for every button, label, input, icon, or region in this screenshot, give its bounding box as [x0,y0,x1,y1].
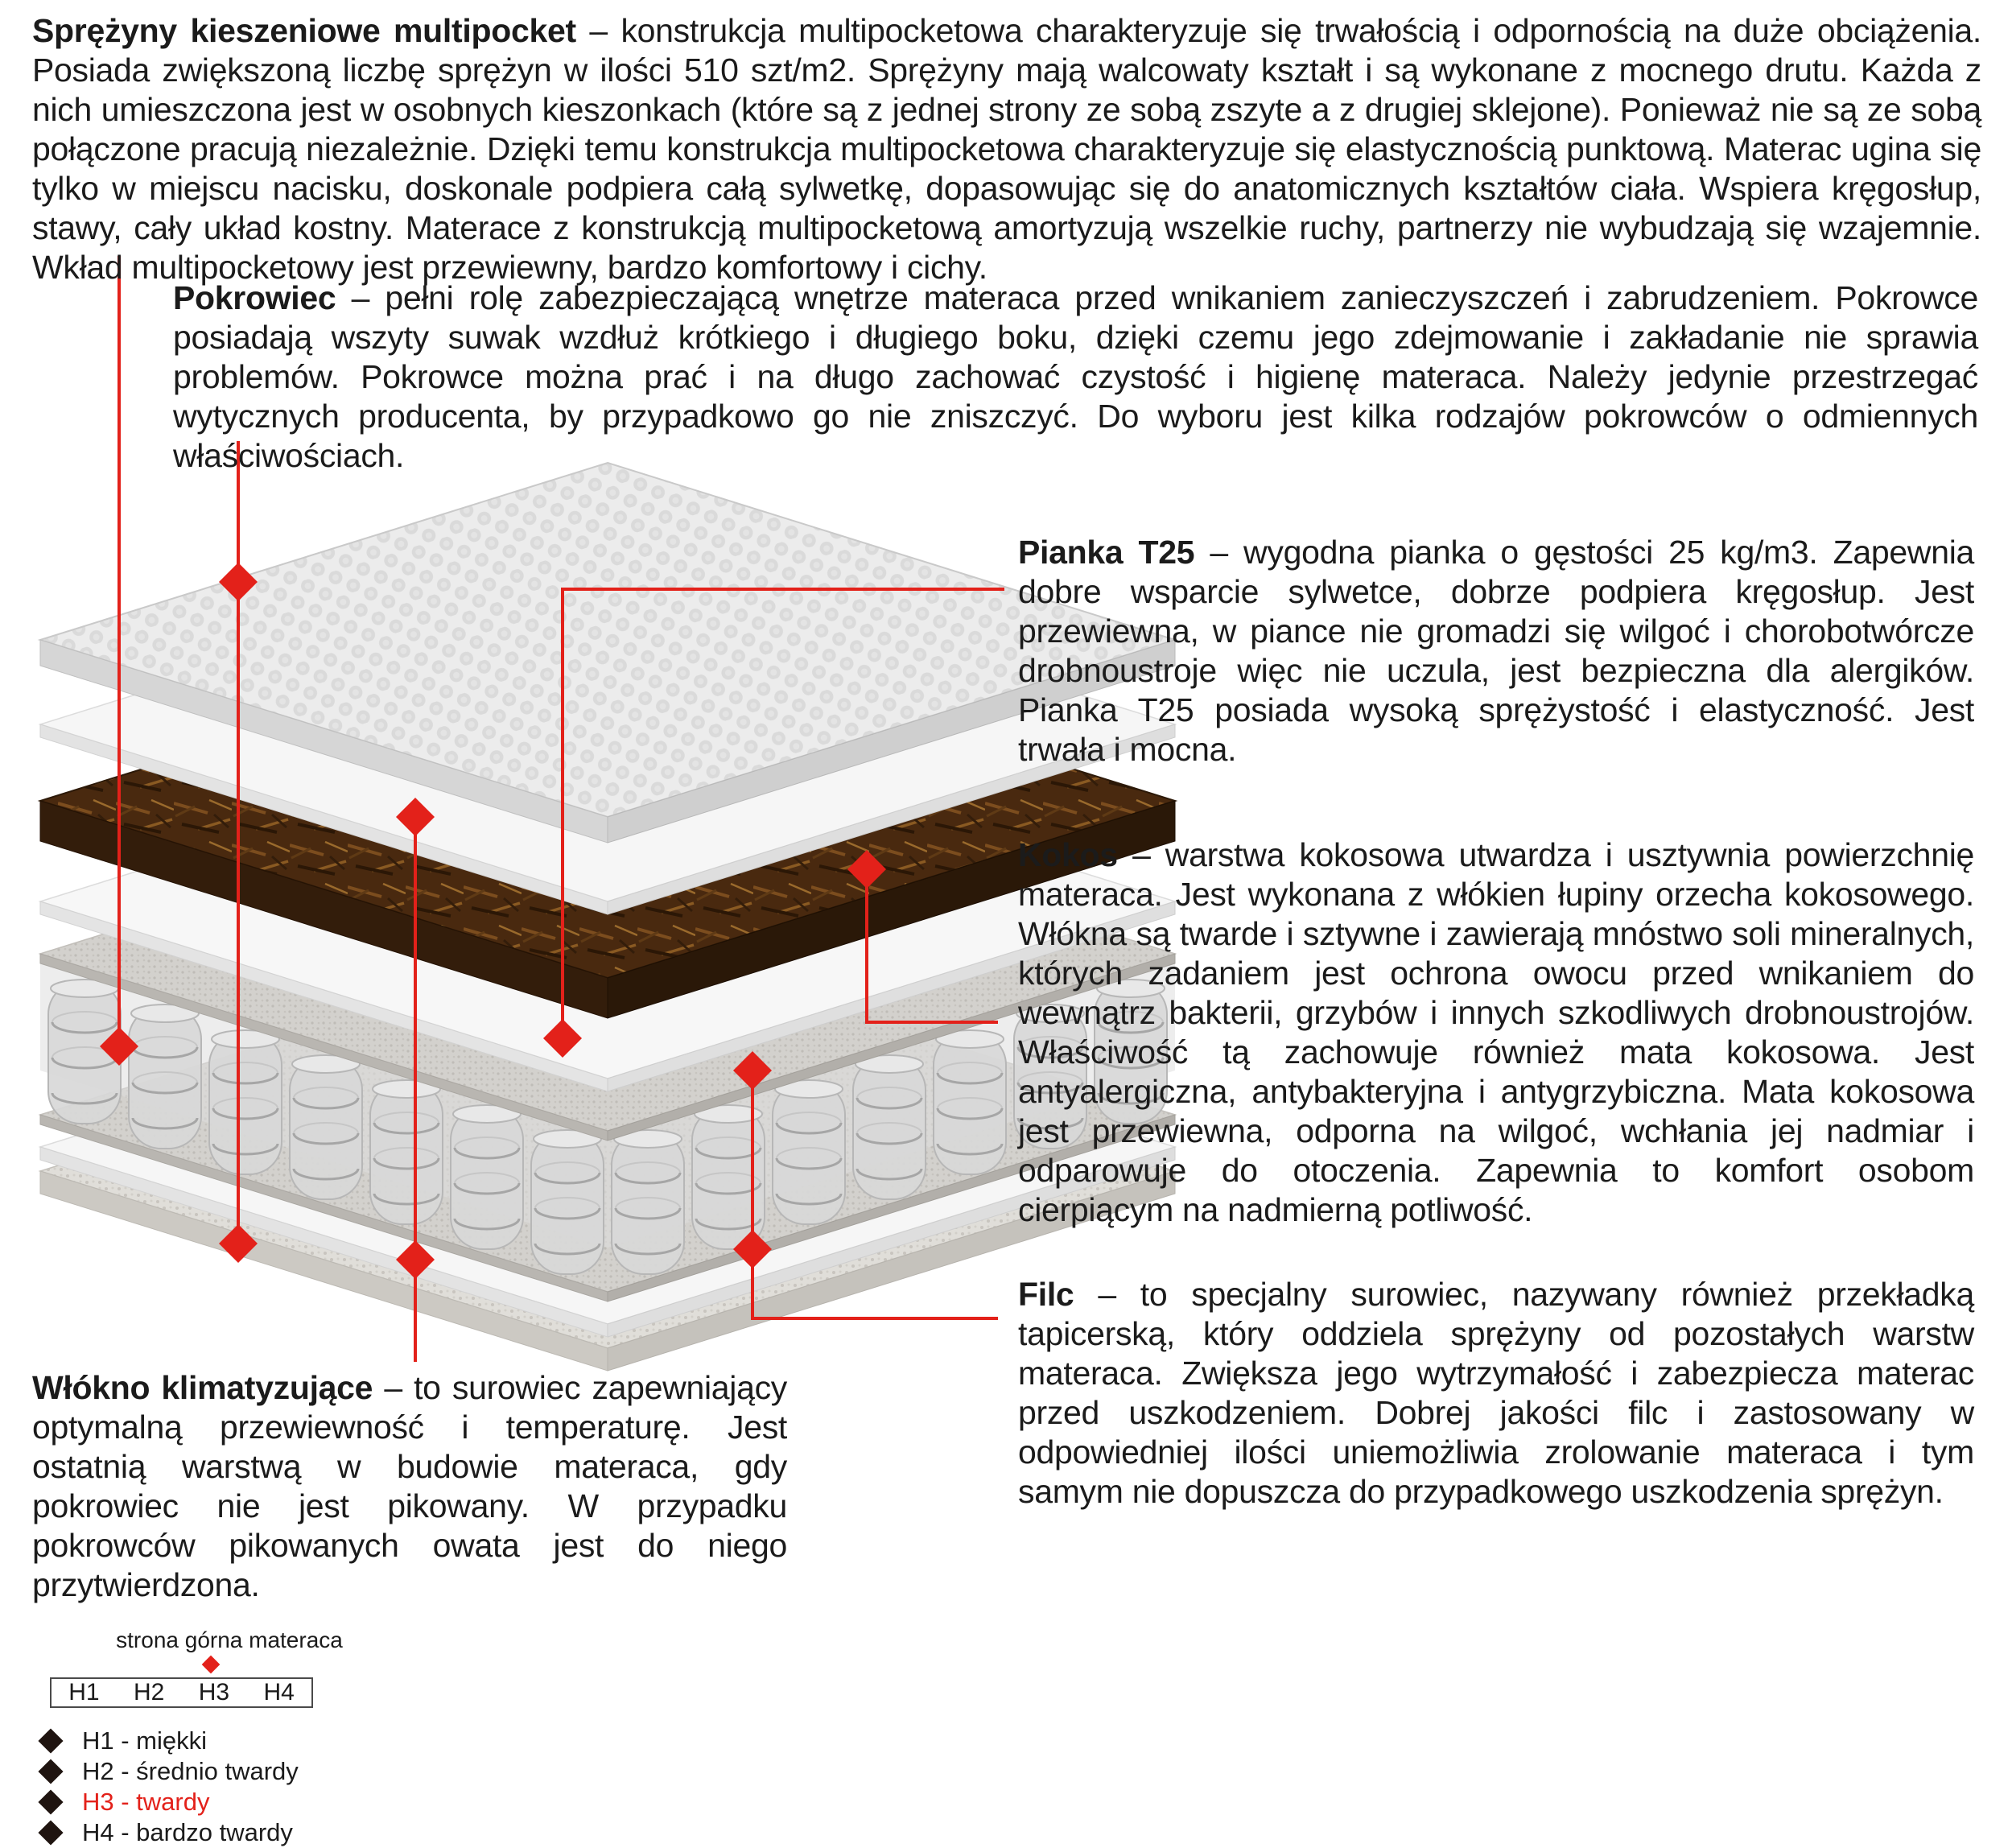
hardness-legend-item-h1 [32,1726,418,1756]
hardness-legend [32,1726,418,1848]
section-springs [32,11,1981,287]
section-coconut [1018,835,1974,1230]
section-springs-title: Sprężyny kieszeniowe multipocket [32,12,576,49]
hardness-cell-h2: H2 [133,1679,165,1706]
section-cover [173,278,1978,476]
section-coconut-title: Kokos [1018,836,1118,873]
hardness-cell-h4: H4 [263,1679,295,1706]
hardness-legend-label: H2 - średnio twardy [82,1757,299,1785]
section-felt-body: – to specjalny surowiec, nazywany również przekładką tapicerską, który oddziela sprężyny od pozostałych warstw materaca. Zwiększa jego wytrzymałość i zabezpiecza materac przed uszkodzeniem. Dobrej jakości filc i zastosowany w odpowiedniej ilości uniemożliwia zrolowanie materaca i tym samym nie dopuszcza do przypadkowego uszkodzenia sprężyn. [1018,1276,1974,1510]
hardness-legend-label: H1 - miękki [82,1726,208,1755]
legend-diamond-icon [38,1820,63,1845]
section-cover-body: – pełni rolę zabezpieczającą wnętrze materaca przed wnikaniem zanieczyszczeń i zabrudzeniem. Pokrowce posiadają wszyty suwak wzdłuż krótkiego i długiego boku, dzięki czemu jego zdejmowanie i zakładanie nie sprawia problemów. Pokrowce można prać i na długo zachować czystość i higienę materaca. Należy jedynie przestrzegać wytycznych producenta, by przypadkowo go nie zniszczyć. Do wyboru jest kilka rodzajów pokrowców o odmiennych właściwościach. [173,279,1978,474]
legend-diamond-icon [38,1759,63,1784]
hardness-legend-item-h3-selected [32,1787,418,1817]
hardness-legend-item-h4 [32,1817,418,1848]
legend-diamond-icon [38,1789,63,1814]
section-coconut-body: – warstwa kokosowa utwardza i usztywnia powierzchnię materaca. Jest wykonana z włókien łupiny orzecha kokosowego. Włókna są twarde i sztywne i zawierają mnóstwo soli mineralnych, których zadaniem jest ochrona owocu przed wnikaniem do wewnątrz bakterii, grzybów i innych szkodliwych drobnoustrojów. Właściwość tą zachowuje również mata kokosowa. Jest antyalergiczna, antybakteryjna i antygrzybiczna. Mata kokosowa jest przewiewna, odporna na wilgoć, wchłania jej nadmiar i odparowuje do otoczenia. Zapewnia to komfort osobom cierpiącym na nadmierną potliwość. [1018,836,1975,1228]
section-foam-title: Pianka T25 [1018,534,1195,571]
section-fiber-title: Włókno klimatyzujące [32,1369,373,1406]
hardness-table [50,1677,313,1708]
section-cover-title: Pokrowiec [173,279,336,316]
section-springs-body: – konstrukcja multipocketowa charakteryzuje się trwałością i odpornością na duże obciążenia. Posiada zwiększoną liczbę sprężyn w ilości 510 szt/m2. Sprężyny mają walcowaty kształt i są wykonane z mocnego drutu. Każda z nich umieszczona jest w osobnych kieszonkach (które są z jednej strony ze sobą zszyte a z drugiej sklejone). Ponieważ nie są ze sobą połączone pracują niezależnie. Dzięki temu konstrukcja multipocketowa charakteryzuje się elastycznością punktową. Materac ugina się tylko w miejscu nacisku, doskonale podpiera całą sylwetkę, dopasowując się do anatomicznych kształtów ciała. Wspiera kręgosłup, stawy, cały układ kostny. Materace z konstrukcją multipocketową amortyzują wszelkie ruchy, partnerzy nie wybudzają się wzajemnie. Wkład multipocketowy jest przewiewny, bardzo komfortowy i cichy. [32,12,1981,286]
hardness-cell-h1: H1 [68,1679,100,1706]
hardness-legend-label: H4 - bardzo twardy [82,1818,293,1846]
section-foam [1018,533,1974,769]
legend-diamond-icon [38,1728,63,1753]
section-fiber-body: – to surowiec zapewniający optymalną przewiewność i temperaturę. Jest ostatnią warstwą w budowie materaca, gdy pokrowiec nie jest pikowany. W przypadku pokrowców pikowanych owata jest do niego przytwierdzona. [32,1369,787,1603]
section-fiber [32,1368,787,1605]
section-foam-body: – wygodna pianka o gęstości 25 kg/m3. Zapewnia dobre wsparcie sylwetce, dobrze podpiera kręgosłup. Jest przewiewna, w piance nie gromadzi się wilgoć i chorobotwórcze drobnoustroje więc nie uczula, jest bezpieczna dla alergików. Pianka T25 posiada wysoką sprężystość i elastyczność. Jest trwała i mocna. [1018,534,1975,768]
hardness-legend-item-h2 [32,1756,418,1787]
hardness-legend-label: H3 - twardy [82,1788,210,1816]
section-felt-title: Filc [1018,1276,1074,1313]
hardness-cell-h3: H3 [198,1679,230,1706]
section-felt [1018,1275,1974,1512]
hardness-scale-label: strona górna materaca [116,1627,343,1652]
